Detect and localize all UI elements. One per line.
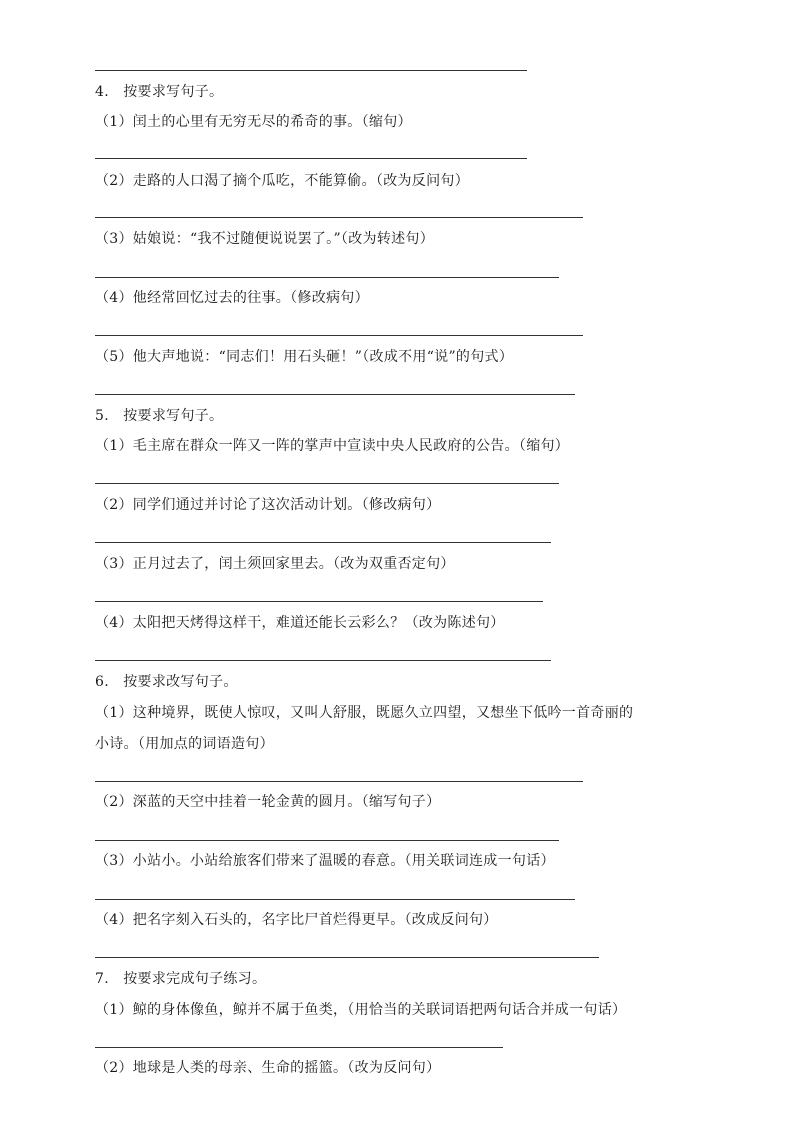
question-item: （2）走路的人口渴了摘个瓜吃，不能算偷。（改为反问句）: [95, 173, 470, 189]
answer-line[interactable]: [95, 483, 559, 484]
answer-line[interactable]: [95, 158, 527, 159]
answer-line[interactable]: [95, 899, 575, 900]
question-item: （1）毛主席在群众一阵又一阵的掌声中宣读中央人民政府的公告。（缩句）: [95, 438, 570, 454]
question-item: （4）他经常回忆过去的往事。（修改病句）: [95, 290, 369, 306]
answer-line[interactable]: [95, 335, 583, 336]
answer-line[interactable]: [95, 660, 551, 661]
question-heading: 7. 按要求完成句子练习。: [95, 971, 267, 987]
question-item: （5）他大声地说：“同志们！用石头砸！”（改成不用“说”的句式）: [95, 349, 514, 365]
question-item: （4）把名字刻入石头的，名字比尸首烂得更早。（改成反问句）: [95, 912, 498, 928]
question-heading: 4. 按要求写句子。: [95, 84, 224, 100]
answer-line[interactable]: [95, 394, 575, 395]
question-heading: 5. 按要求写句子。: [95, 408, 224, 424]
question-item-continuation: 小诗。（用加点的词语造句）: [95, 736, 274, 752]
answer-line[interactable]: [95, 840, 559, 841]
answer-line[interactable]: [95, 542, 551, 543]
question-item: （1）这种境界，既使人惊叹，又叫人舒服，既愿久立四望，又想坐下低吟一首奇丽的: [95, 705, 634, 721]
question-item: （3）正月过去了，闰土须回家里去。（改为双重否定句）: [95, 556, 455, 572]
question-item: （2）同学们通过并讨论了这次活动计划。（修改病句）: [95, 497, 441, 513]
answer-line[interactable]: [95, 277, 559, 278]
answer-line[interactable]: [95, 1047, 503, 1048]
answer-line[interactable]: [95, 70, 527, 71]
question-item: （2）地球是人类的母亲、生命的摇篮。（改为反问句）: [95, 1060, 441, 1076]
question-item: （1）鲸的身体像鱼，鲸并不属于鱼类，（用恰当的关联词语把两句话合并成一句话）: [95, 1002, 627, 1018]
answer-line[interactable]: [95, 217, 583, 218]
question-item: （1）闰土的心里有无穷无尽的希奇的事。（缩句）: [95, 114, 412, 130]
question-item: （4）太阳把天烤得这样干，难道还能长云彩么？（改为陈述句）: [95, 615, 505, 631]
question-item: （3）小站小。小站给旅客们带来了温暖的春意。（用关联词连成一句话）: [95, 853, 555, 869]
answer-line[interactable]: [95, 957, 599, 958]
answer-line[interactable]: [95, 601, 543, 602]
answer-line[interactable]: [95, 781, 583, 782]
question-heading: 6. 按要求改写句子。: [95, 674, 238, 690]
question-item: （3）姑娘说：“我不过随便说说罢了。”（改为转述句）: [95, 231, 435, 247]
question-item: （2）深蓝的天空中挂着一轮金黄的圆月。（缩写句子）: [95, 794, 441, 810]
